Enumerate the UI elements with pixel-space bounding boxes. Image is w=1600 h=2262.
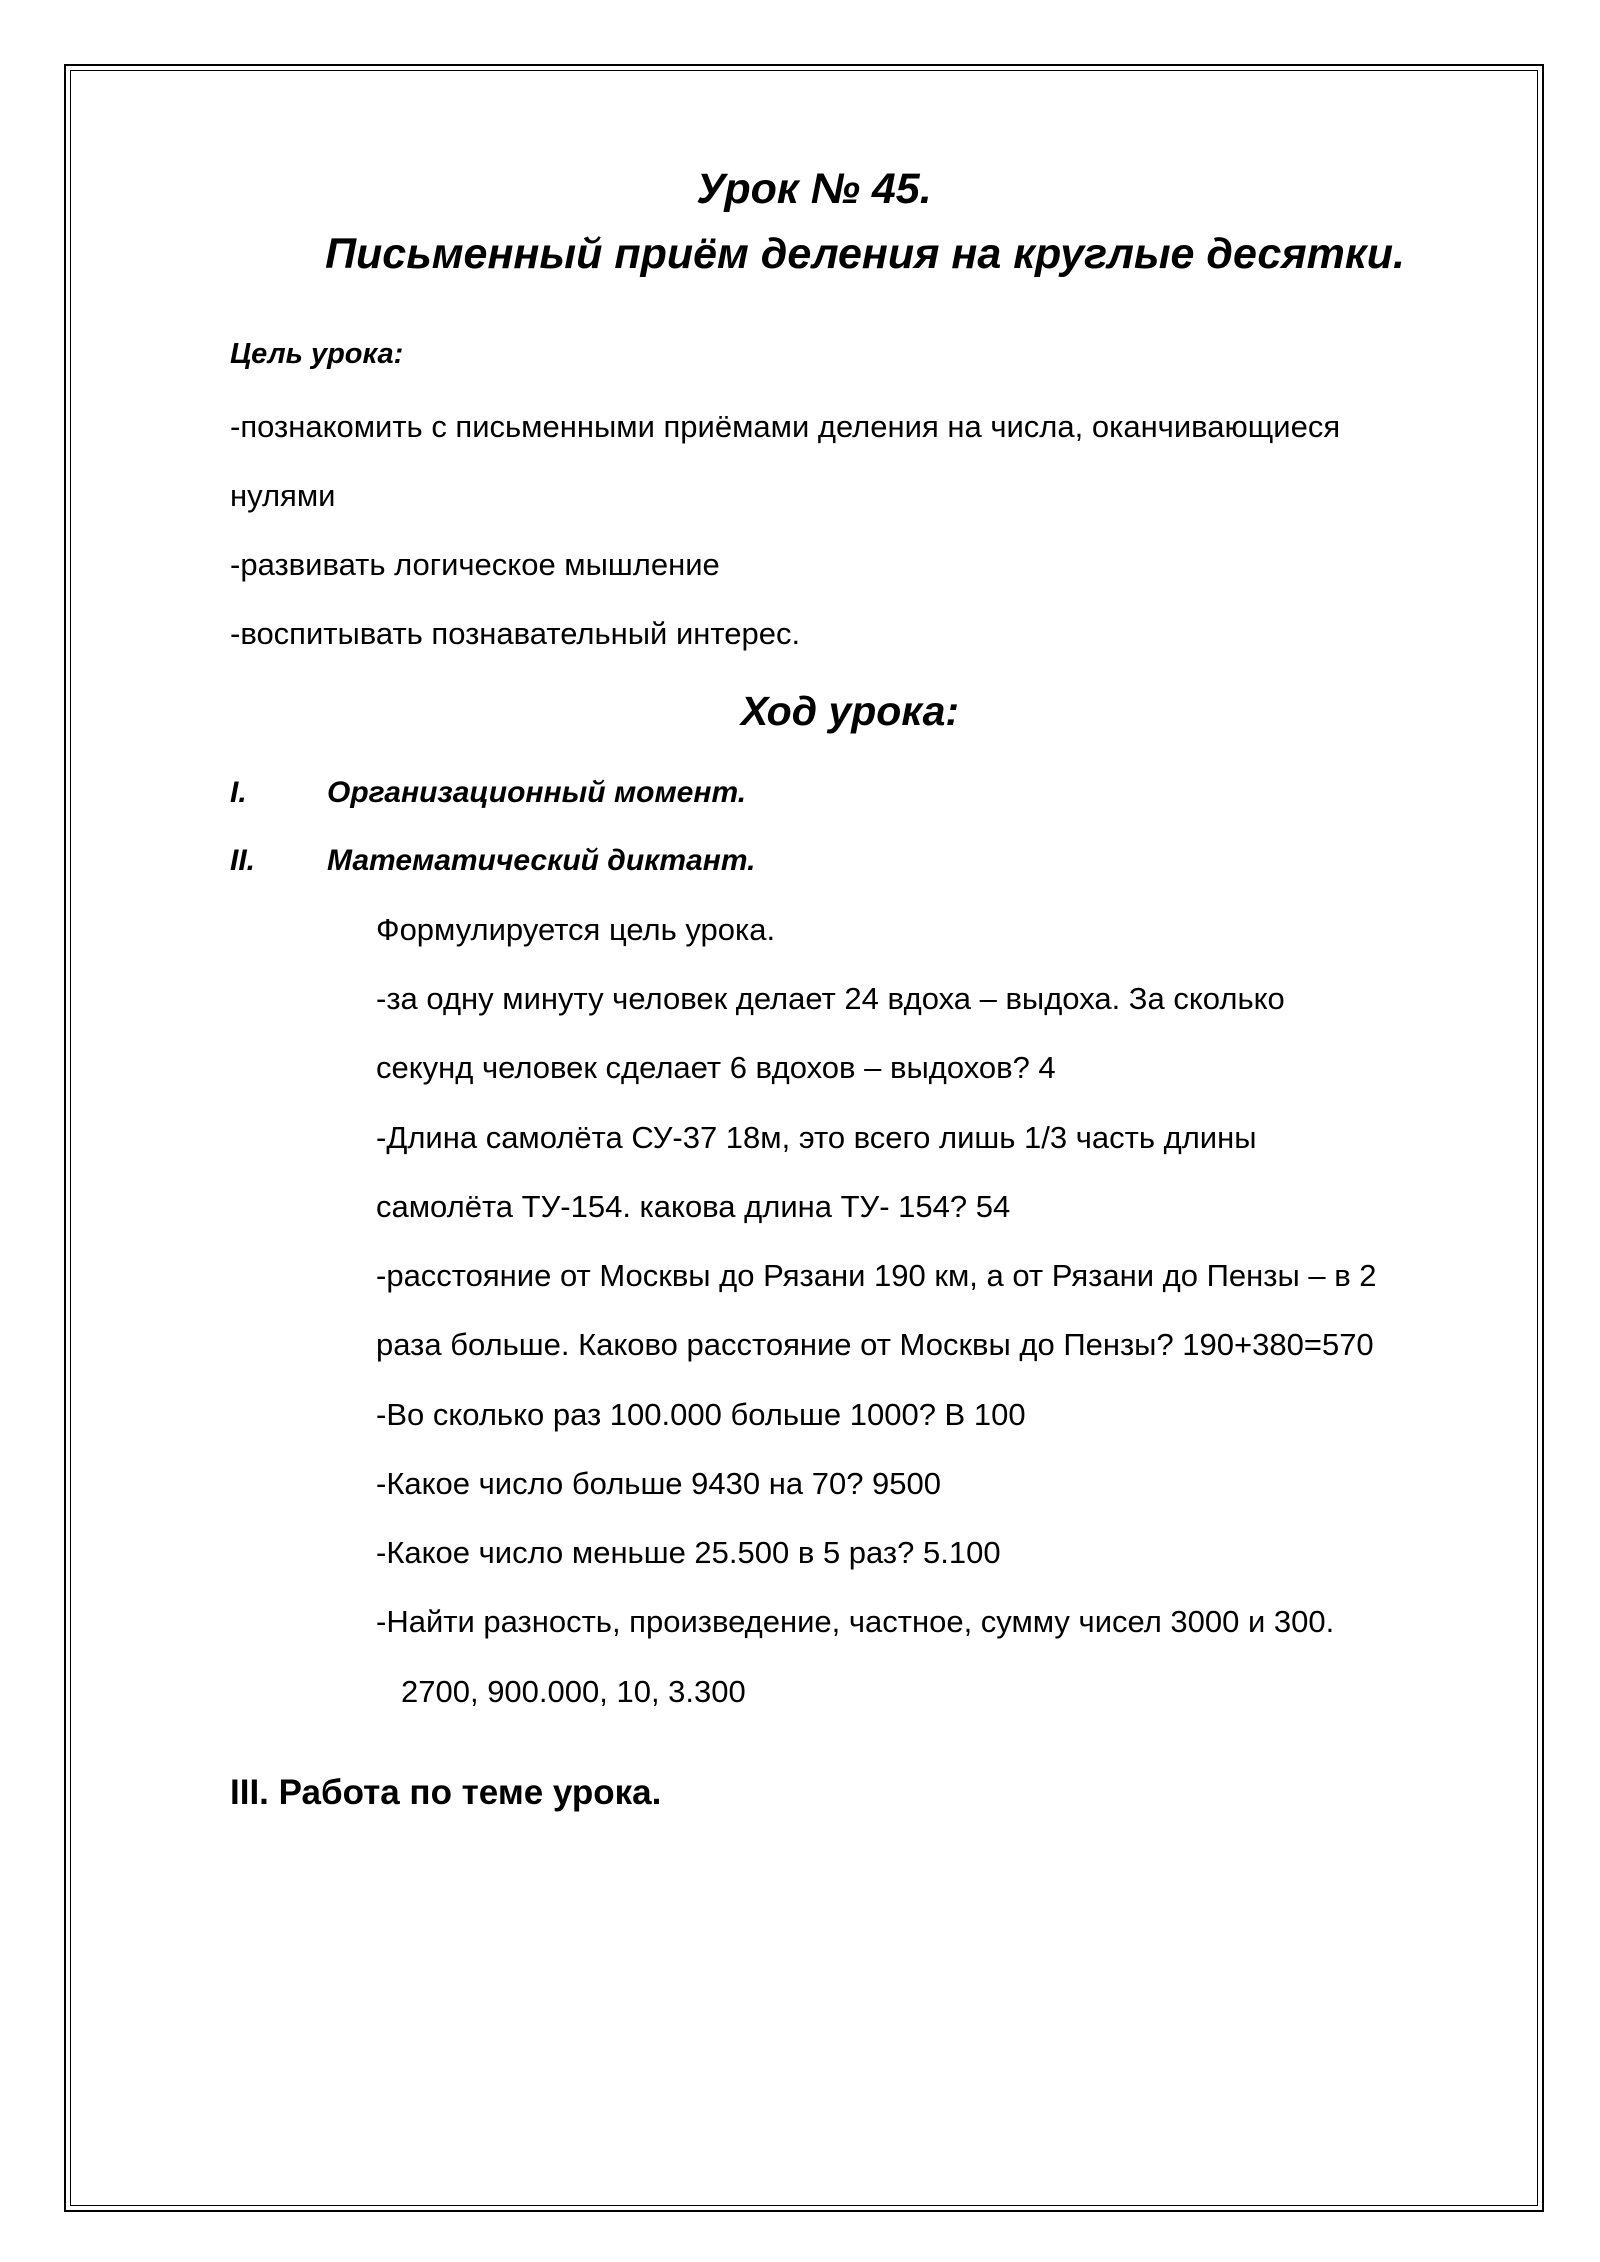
dictation-line: -Найти разность, произведение, частное, сумму чисел 3000 и 300. (376, 1604, 1335, 1639)
dictation-line: -расстояние от Москвы до Рязани 190 км, а от Рязани до Пензы – в 2 (376, 1258, 1377, 1293)
goal-item: -воспитывать познавательный интерес. (230, 616, 801, 651)
goal-label: Цель урока: (230, 338, 404, 370)
lesson-topic-title: Письменный приём деления на круглые десятки. (325, 230, 1405, 278)
goal-item-continuation: нулями (230, 478, 336, 513)
dictation-line: самолёта ТУ-154. какова длина ТУ- 154? 54 (376, 1189, 1011, 1224)
section-title-lesson-work: III. Работа по теме урока. (230, 1773, 662, 1812)
section-title-dictation: Математический диктант. (327, 844, 756, 877)
dictation-line: -за одну минуту человек делает 24 вдоха – выдоха. За сколько (376, 981, 1285, 1016)
dictation-line: -Какое число больше 9430 на 70? 9500 (376, 1466, 942, 1501)
dictation-line: раза больше. Каково расстояние от Москвы до Пензы? 190+380=570 (376, 1327, 1374, 1362)
dictation-line: -Длина самолёта СУ-37 18м, это всего лишь 1/3 часть длины (376, 1120, 1257, 1155)
lesson-number-title: Урок № 45. (696, 165, 932, 213)
dictation-line: -Во сколько раз 100.000 больше 1000? В 100 (376, 1397, 1026, 1432)
dictation-line: секунд человек сделает 6 вдохов – выдохов? 4 (376, 1050, 1056, 1085)
section-title-organizational: Организационный момент. (327, 776, 747, 809)
goal-item: -познакомить с письменными приёмами деления на числа, оканчивающиеся (230, 409, 1341, 444)
dictation-answer-line: 2700, 900.000, 10, 3.300 (401, 1674, 746, 1709)
goal-item: -развивать логическое мышление (230, 547, 720, 582)
lesson-progress-heading: Ход урока: (740, 688, 960, 734)
section-number-1: I. (230, 776, 247, 809)
section-number-2: II. (230, 844, 256, 877)
dictation-line: Формулируется цель урока. (376, 912, 776, 947)
dictation-line: -Какое число меньше 25.500 в 5 раз? 5.100 (376, 1535, 1001, 1570)
